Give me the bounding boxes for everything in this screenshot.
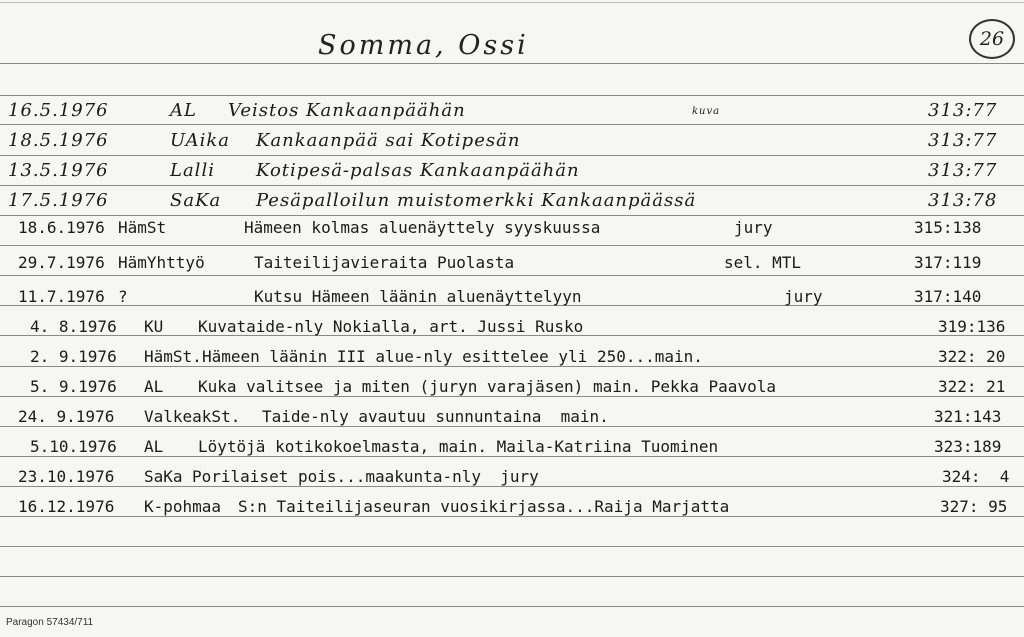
card-number-circle: 26 xyxy=(969,19,1015,59)
entry-source: AL xyxy=(170,100,197,121)
entry-reference: 321:143 xyxy=(934,407,1002,426)
entry-source: ? xyxy=(118,287,128,306)
entry-date: 23.10.1976 xyxy=(18,467,115,486)
entry-row-handwritten xyxy=(0,130,1024,154)
entry-reference: 324: 4 xyxy=(942,467,1010,486)
entry-source: HämSt. xyxy=(144,347,202,366)
entry-reference: 319:136 xyxy=(938,317,1006,336)
entry-date: 16.12.1976 xyxy=(18,497,115,516)
entry-reference: 313:77 xyxy=(928,160,998,181)
entry-note: sel. MTL xyxy=(724,253,802,272)
entry-source: HämYhttyö xyxy=(118,253,205,272)
entry-row-typed xyxy=(0,497,1024,521)
entry-title: Hämeen kolmas aluenäyttely syyskuussa xyxy=(244,218,601,237)
entry-reference: 322: 21 xyxy=(938,377,1006,396)
entry-source: KU xyxy=(144,317,164,336)
entry-title: Pesäpalloilun muistomerkki Kankaanpäässä xyxy=(256,190,697,211)
entry-row-typed xyxy=(0,377,1024,401)
ruled-line xyxy=(0,95,1024,96)
entry-source: Lalli xyxy=(170,160,215,181)
entry-title: S:n Taiteilijaseuran vuosikirjassa...Raija Marjatta xyxy=(238,497,730,516)
ruled-line xyxy=(0,215,1024,216)
entry-title: Porilaiset pois...maakunta-nly jury xyxy=(192,467,539,486)
ruled-line xyxy=(0,155,1024,156)
entry-row-handwritten xyxy=(0,160,1024,184)
entry-row-typed xyxy=(0,407,1024,431)
entry-title: Kuvataide-nly Nokialla, art. Jussi Rusko xyxy=(198,317,584,336)
entry-title: Hämeen läänin III alue-nly esittelee yli 250...main. xyxy=(202,347,703,366)
entry-reference: 322: 20 xyxy=(938,347,1006,366)
entry-source: UAika xyxy=(170,130,231,151)
entry-note: jury xyxy=(734,218,773,237)
entry-reference: 323:189 xyxy=(934,437,1002,456)
ruled-line xyxy=(0,124,1024,125)
entry-date: 5.10.1976 xyxy=(30,437,117,456)
entry-date: 17.5.1976 xyxy=(8,190,109,211)
ruled-line xyxy=(0,546,1024,547)
entry-date: 16.5.1976 xyxy=(8,100,109,121)
entry-note: jury xyxy=(784,287,823,306)
entry-source: AL xyxy=(144,377,164,396)
entry-row-handwritten xyxy=(0,190,1024,214)
entry-date: 24. 9.1976 xyxy=(18,407,115,426)
entry-title: Kotipesä-palsas Kankaanpäähän xyxy=(256,160,580,181)
entry-row-handwritten xyxy=(0,100,1024,124)
top-edge-line xyxy=(0,2,1024,3)
entry-date: 18.6.1976 xyxy=(18,218,105,237)
entry-source: HämSt xyxy=(118,218,167,237)
entry-source: AL xyxy=(144,437,164,456)
ruled-line xyxy=(0,606,1024,607)
entry-reference: 317:140 xyxy=(914,287,982,306)
entry-row-typed xyxy=(0,253,1024,277)
entry-source: SaKa xyxy=(170,190,222,211)
entry-row-typed xyxy=(0,467,1024,491)
entry-reference: 317:119 xyxy=(914,253,982,272)
entry-date: 18.5.1976 xyxy=(8,130,109,151)
entry-row-typed xyxy=(0,287,1024,311)
entry-date: 13.5.1976 xyxy=(8,160,109,181)
entry-source: K-pohmaa xyxy=(144,497,222,516)
entry-reference: 327: 95 xyxy=(940,497,1008,516)
entry-title: Veistos Kankaanpäähän xyxy=(228,100,466,121)
entry-reference: 313:77 xyxy=(928,100,998,121)
entry-note: kuva xyxy=(692,106,721,117)
entry-date: 11.7.1976 xyxy=(18,287,105,306)
entry-source: ValkeakSt. xyxy=(144,407,241,426)
entry-reference: 313:78 xyxy=(928,190,998,211)
entry-row-typed xyxy=(0,437,1024,461)
entry-row-typed xyxy=(0,317,1024,341)
entry-title: Kankaanpää sai Kotipesän xyxy=(256,130,521,151)
entry-title: Kuka valitsee ja miten (juryn varajäsen) main. Pekka Paavola xyxy=(198,377,776,396)
entry-title: Kutsu Hämeen läänin aluenäyttelyyn xyxy=(254,287,582,306)
entry-date: 4. 8.1976 xyxy=(30,317,117,336)
entry-title: Löytöjä kotikokoelmasta, main. Maila-Katriina Tuominen xyxy=(198,437,719,456)
card-heading-name: Somma, Ossi xyxy=(318,30,529,61)
entry-date: 2. 9.1976 xyxy=(30,347,117,366)
entry-title: Taide-nly avautuu sunnuntaina main. xyxy=(262,407,609,426)
entry-row-typed xyxy=(0,218,1024,242)
heading-rule xyxy=(0,63,1024,64)
entry-date: 5. 9.1976 xyxy=(30,377,117,396)
entry-title: Taiteilijavieraita Puolasta xyxy=(254,253,515,272)
entry-date: 29.7.1976 xyxy=(18,253,105,272)
ruled-line xyxy=(0,185,1024,186)
ruled-line xyxy=(0,245,1024,246)
card-manufacturer-imprint: Paragon 57434/711 xyxy=(6,617,94,628)
entry-row-typed xyxy=(0,347,1024,371)
entry-reference: 315:138 xyxy=(914,218,982,237)
entry-reference: 313:77 xyxy=(928,130,998,151)
ruled-line xyxy=(0,576,1024,577)
entry-source: SaKa xyxy=(144,467,183,486)
